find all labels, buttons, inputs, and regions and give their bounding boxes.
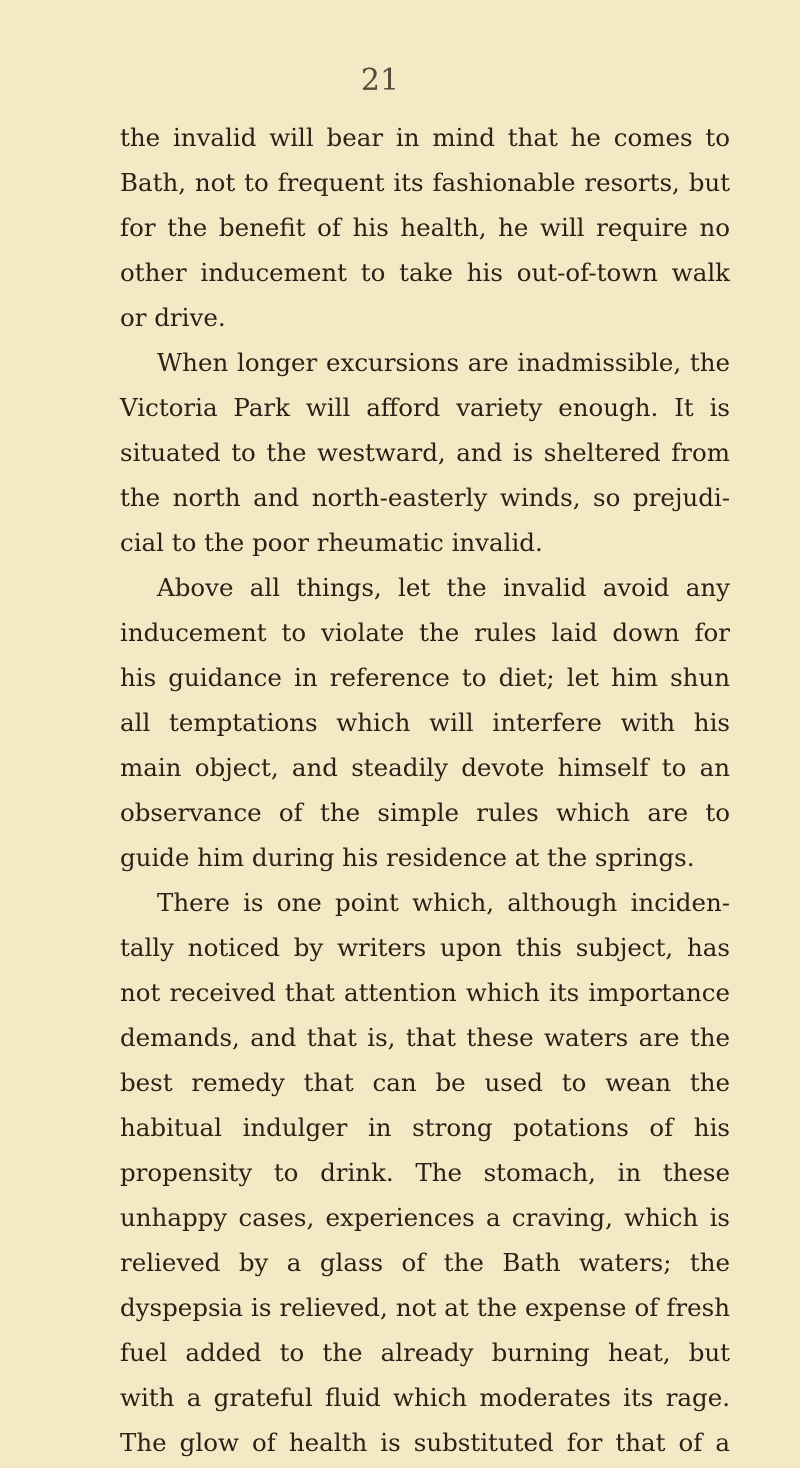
text-line: the invalid will bear in mind that he comes to xyxy=(120,123,730,152)
body-text xyxy=(120,115,730,1465)
text-line: tally noticed by writers upon this subject, has xyxy=(120,933,730,962)
text-line: for the benefit of his health, he will require no xyxy=(120,213,730,242)
page-number: 21 xyxy=(360,63,400,98)
text-line: cial to the poor rheumatic invalid. xyxy=(120,528,543,557)
text-line: observance of the simple rules which are to xyxy=(120,798,730,827)
text-line: other inducement to take his out-of-town walk xyxy=(120,258,730,287)
text-line: guide him during his residence at the springs. xyxy=(120,843,695,872)
text-line: inducement to violate the rules laid down for xyxy=(120,618,730,647)
text-line: relieved by a glass of the Bath waters; the xyxy=(120,1248,730,1277)
text-line: habitual indulger in strong potations of his xyxy=(120,1113,730,1142)
text-line: There is one point which, although inciden- xyxy=(157,888,730,917)
text-line: The glow of health is substituted for that of a xyxy=(120,1428,730,1457)
text-line: unhappy cases, experiences a craving, which is xyxy=(120,1203,730,1232)
text-line: Above all things, let the invalid avoid any xyxy=(157,573,730,602)
text-line: Victoria Park will afford variety enough. It is xyxy=(120,393,730,422)
text-line: not received that attention which its importance xyxy=(120,978,730,1007)
text-line: or drive. xyxy=(120,303,226,332)
text-line: fuel added to the already burning heat, but xyxy=(120,1338,730,1367)
text-line: all temptations which will interfere with his xyxy=(120,708,730,737)
text-line: dyspepsia is relieved, not at the expense of fresh xyxy=(120,1293,730,1322)
text-line: main object, and steadily devote himself to an xyxy=(120,753,730,782)
text-line: the north and north-easterly winds, so prejudi- xyxy=(120,483,730,512)
text-line: with a grateful fluid which moderates its rage. xyxy=(120,1383,730,1412)
text-line: demands, and that is, that these waters are the xyxy=(120,1023,730,1052)
text-line: situated to the westward, and is sheltered from xyxy=(120,438,730,467)
text-line: his guidance in reference to diet; let him shun xyxy=(120,663,730,692)
text-line: best remedy that can be used to wean the xyxy=(120,1068,730,1097)
text-line: Bath, not to frequent its fashionable resorts, but xyxy=(120,168,730,197)
text-line: propensity to drink. The stomach, in these xyxy=(120,1158,730,1187)
text-line: When longer excursions are inadmissible, the xyxy=(157,348,730,377)
